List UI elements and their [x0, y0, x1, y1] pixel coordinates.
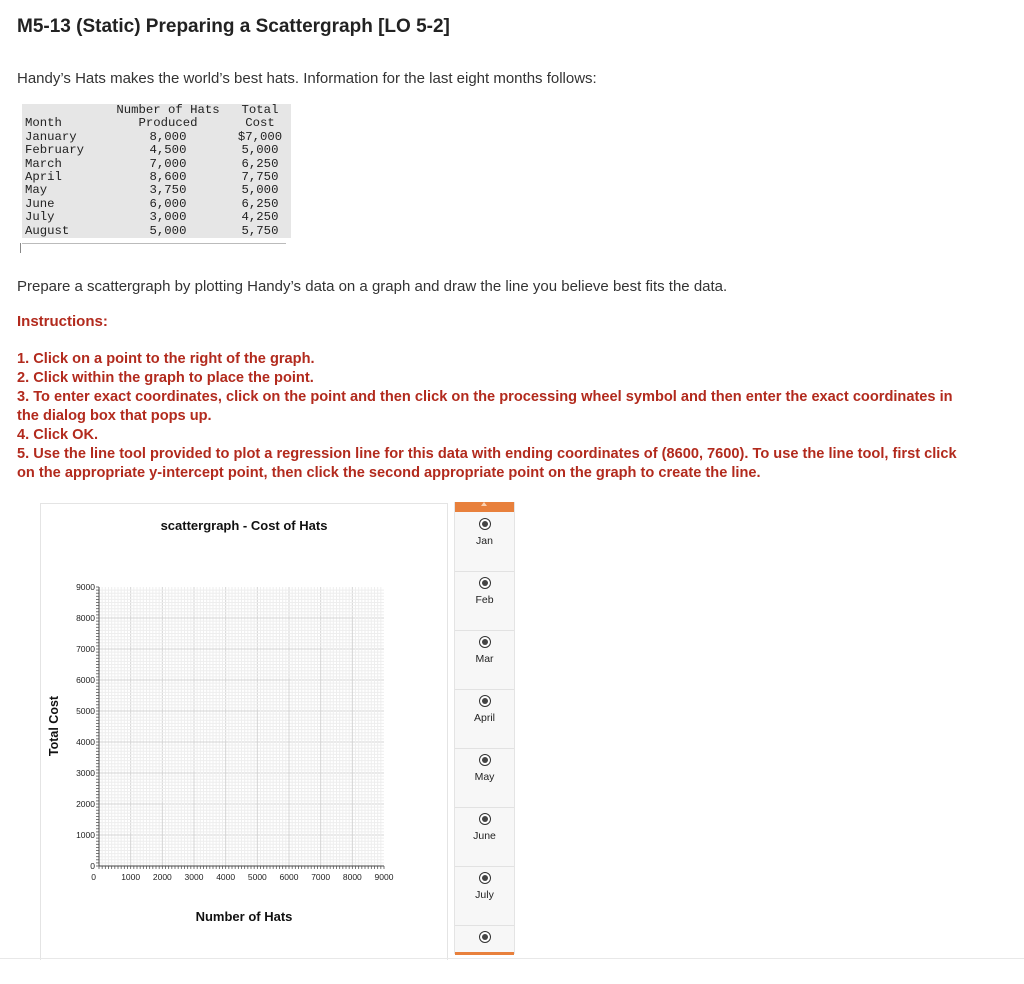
y-axis-title: Total Cost — [47, 695, 61, 757]
instructions-heading: Instructions: — [17, 313, 108, 330]
month-header: Month — [25, 116, 62, 131]
hats-cell: 5,000 — [149, 223, 187, 238]
point-marker-icon[interactable] — [479, 813, 491, 825]
hats-cell: 8,000 — [149, 129, 187, 144]
x-tick-label: 6000 — [279, 872, 299, 882]
point-tool-item[interactable] — [455, 689, 514, 749]
instruction-step-3: 3. To enter exact coordinates, click on the point and then click on the processing wheel symbol and then enter the exact coordinates in the dialog box that pops up. — [17, 389, 953, 424]
page-title: M5-13 (Static) Preparing a Scattergraph [LO 5-2] — [17, 16, 450, 37]
point-tool-label: June — [473, 830, 496, 842]
y-tick-label: 2000 — [76, 799, 95, 809]
point-tool-label: Mar — [475, 653, 494, 665]
data-table — [22, 104, 291, 238]
cost-cell: 6,250 — [241, 196, 279, 211]
point-marker-icon[interactable] — [479, 872, 491, 884]
table-row — [22, 131, 291, 144]
x-tick-label: 4000 — [216, 872, 236, 882]
x-tick-label: 7000 — [311, 872, 331, 882]
cost-cell: 5,000 — [241, 143, 279, 158]
point-tool-panel — [454, 502, 515, 954]
x-tick-label: 5000 — [247, 872, 267, 882]
point-tool-item[interactable] — [455, 512, 514, 572]
panel-scroll-bottom[interactable] — [455, 952, 514, 955]
point-tool-item[interactable] — [455, 807, 514, 867]
month-cell: February — [25, 143, 85, 158]
hats-cell: 3,000 — [149, 210, 187, 225]
y-tick-label: 6000 — [76, 675, 95, 685]
table-row — [22, 158, 291, 171]
point-tool-item[interactable] — [455, 866, 514, 926]
table-row — [22, 184, 291, 197]
hats-header: Number of Hats Produced — [116, 103, 220, 131]
hats-cell: 7,000 — [149, 156, 187, 171]
cost-cell: $7,000 — [237, 129, 283, 144]
prepare-text: Prepare a scattergraph by plotting Handy’s data on a graph and draw the line you believe best fits the data. — [17, 278, 728, 295]
point-marker-icon[interactable] — [479, 518, 491, 530]
month-cell: March — [25, 156, 62, 171]
intro-text: Handy’s Hats makes the world’s best hats. Information for the last eight months follows: — [17, 70, 597, 87]
panel-scroll-top[interactable] — [455, 502, 514, 512]
scroll-up-icon — [481, 502, 487, 506]
cost-cell: 5,000 — [241, 183, 279, 198]
y-tick-label: 1000 — [76, 830, 95, 840]
y-tick-label: 3000 — [76, 768, 95, 778]
cost-cell: 6,250 — [241, 156, 279, 171]
point-tool-label: Jan — [476, 535, 493, 547]
page-divider — [0, 958, 1024, 959]
y-tick-label: 4000 — [76, 737, 95, 747]
instruction-step-5: 5. Use the line tool provided to plot a regression line for this data with ending coordinates of (8600, 7600). To use the line tool, first click on the appropriate y-intercept point, then click the second appropriate point on the graph to create the line. — [17, 446, 957, 481]
hats-cell: 4,500 — [149, 143, 187, 158]
table-row — [22, 171, 291, 184]
x-tick-label: 1000 — [121, 872, 141, 882]
month-cell: January — [25, 129, 77, 144]
month-cell: August — [25, 223, 70, 238]
point-marker-icon[interactable] — [479, 577, 491, 589]
point-tool-item[interactable] — [455, 630, 514, 690]
month-cell: June — [25, 196, 55, 211]
x-axis-title: Number of Hats — [195, 909, 293, 924]
hats-cell: 6,000 — [149, 196, 187, 211]
y-tick-label: 7000 — [76, 644, 95, 654]
graph-panel — [40, 503, 448, 960]
month-cell: April — [25, 170, 62, 185]
table-row — [22, 144, 291, 157]
x-tick-label: 3000 — [184, 872, 204, 882]
point-marker-icon[interactable] — [479, 754, 491, 766]
instruction-step-4: 4. Click OK. — [17, 427, 99, 443]
cost-cell: 7,750 — [241, 170, 279, 185]
table-divider — [22, 243, 286, 254]
cost-header: Total Cost — [241, 103, 279, 131]
instruction-steps — [17, 350, 977, 483]
x-tick-label: 9000 — [374, 872, 394, 882]
instruction-step-1: 1. Click on a point to the right of the graph. — [17, 351, 315, 367]
x-tick-label: 2000 — [152, 872, 172, 882]
x-tick-label: 0 — [91, 872, 96, 882]
table-row — [22, 225, 291, 238]
hats-cell: 3,750 — [149, 183, 187, 198]
hats-cell: 8,600 — [149, 170, 187, 185]
month-cell: May — [25, 183, 48, 198]
x-tick-label: 8000 — [342, 872, 362, 882]
cost-cell: 5,750 — [241, 223, 279, 238]
point-marker-icon[interactable] — [479, 636, 491, 648]
point-tool-label: July — [475, 889, 494, 901]
instruction-step-2: 2. Click within the graph to place the point. — [17, 370, 314, 386]
table-row — [22, 198, 291, 211]
point-marker-icon[interactable] — [479, 695, 491, 707]
point-tool-label: May — [474, 771, 495, 783]
y-tick-label: 0 — [90, 861, 95, 871]
point-tool-item[interactable] — [455, 748, 514, 808]
y-tick-label: 5000 — [76, 706, 95, 716]
point-marker-icon[interactable] — [479, 931, 491, 943]
month-cell: July — [25, 210, 55, 225]
point-tool-label: April — [473, 712, 495, 724]
table-header-row — [22, 104, 291, 131]
point-tool-item[interactable] — [455, 571, 514, 631]
point-tool-label: Feb — [475, 594, 494, 606]
chart-title: scattergraph - Cost of Hats — [160, 518, 328, 533]
y-tick-label: 8000 — [76, 613, 95, 623]
y-tick-label: 9000 — [76, 582, 95, 592]
cost-cell: 4,250 — [241, 210, 279, 225]
table-row — [22, 211, 291, 224]
scattergraph-chart[interactable] — [41, 504, 447, 960]
